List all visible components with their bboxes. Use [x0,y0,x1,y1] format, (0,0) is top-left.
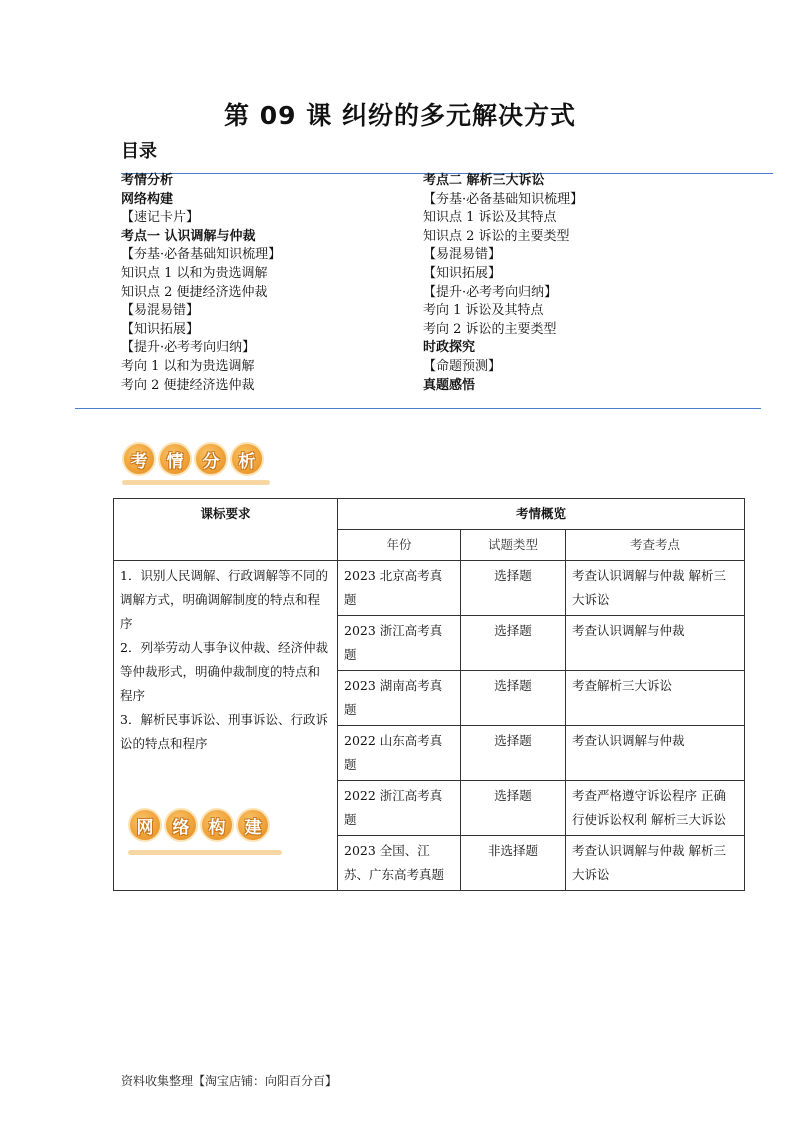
table-row [114,561,745,616]
type-cell: 非选择题 [461,836,566,891]
banner-character: 网 [128,808,162,842]
toc-item[interactable]: 考向 2 便捷经济选仲裁 [121,377,255,393]
toc-item[interactable]: 考点一 认识调解与仲裁 [121,228,256,244]
point-cell: 考查认识调解与仲裁 [566,726,745,781]
requirement-item: 2．列举劳动人事争议仲裁、经济仲裁等仲裁形式，明确仲裁制度的特点和程序 [120,640,328,703]
type-cell: 选择题 [461,781,566,836]
toc-item[interactable]: 考向 1 诉讼及其特点 [423,303,544,319]
toc-right-column [423,172,583,395]
toc-item[interactable]: 【速记卡片】 [121,210,200,226]
point-cell: 考查认识调解与仲裁 解析三大诉讼 [566,561,745,616]
banner-underline [128,850,282,855]
type-header: 试题类型 [461,530,566,561]
type-cell: 选择题 [461,726,566,781]
year-header: 年份 [338,530,461,561]
type-cell: 选择题 [461,561,566,616]
banner-character: 分 [194,442,228,476]
banner-character: 建 [236,808,270,842]
point-cell: 考查认识调解与仲裁 [566,616,745,671]
toc-item[interactable]: 知识点 1 以和为贵选调解 [121,265,268,281]
toc-item[interactable]: 考点二 解析三大诉讼 [423,173,545,188]
requirement-item: 3．解析民事诉讼、刑事诉讼、行政诉讼的特点和程序 [120,712,328,751]
toc-item[interactable]: 【知识拓展】 [423,265,502,281]
toc-item[interactable]: 真题感悟 [423,377,476,393]
banner-character: 析 [230,442,264,476]
toc-item[interactable]: 【夯基·必备基础知识梳理】 [121,247,282,263]
point-cell: 考查解析三大诉讼 [566,671,745,726]
year-cell: 2022 浙江高考真题 [338,781,461,836]
toc-item[interactable]: 【命题预测】 [423,358,502,374]
col-requirements-header: 课标要求 [114,499,338,561]
year-cell: 2023 浙江高考真题 [338,616,461,671]
year-cell: 2022 山东高考真题 [338,726,461,781]
toc-item[interactable]: 【易混易错】 [423,247,502,263]
type-cell: 选择题 [461,671,566,726]
page-title: 第 09 课 纠纷的多元解决方式 [224,101,576,130]
banner-character: 构 [200,808,234,842]
toc-item[interactable]: 【易混易错】 [121,303,200,319]
type-cell: 选择题 [461,616,566,671]
toc-item[interactable]: 考向 2 诉讼的主要类型 [423,321,557,337]
toc-item[interactable]: 【知识拓展】 [121,321,200,337]
year-cell: 2023 湖南高考真题 [338,671,461,726]
toc-item[interactable]: 知识点 1 诉讼及其特点 [423,210,557,226]
requirement-item: 1．识别人民调解、行政调解等不同的调解方式，明确调解制度的特点和程序 [120,568,328,631]
toc-item[interactable]: 知识点 2 便捷经济选仲裁 [121,284,268,300]
toc-item[interactable]: 【提升·必考考向归纳】 [121,340,256,356]
year-cell: 2023 北京高考真题 [338,561,461,616]
toc-left-column [121,172,281,395]
banner-character: 考 [122,442,156,476]
banner-character: 络 [164,808,198,842]
toc-item[interactable]: 考情分析 [121,173,174,188]
toc-item[interactable]: 【提升·必考考向归纳】 [423,284,558,300]
section-banner-network [128,808,270,842]
banner-underline [122,480,270,485]
footer-note: 资料收集整理【淘宝店铺：向阳百分百】 [121,1074,338,1088]
toc-item[interactable]: 时政探究 [423,340,476,356]
toc-item[interactable]: 【夯基·必备基础知识梳理】 [423,191,584,207]
year-cell: 2023 全国、江苏、广东高考真题 [338,836,461,891]
toc-item[interactable]: 考向 1 以和为贵选调解 [121,358,255,374]
col-overview-header: 考情概览 [338,499,745,530]
point-cell: 考查认识调解与仲裁 解析三大诉讼 [566,836,745,891]
toc-bottom-rule [75,408,761,409]
banner-character: 情 [158,442,192,476]
point-cell: 考查严格遵守诉讼程序 正确行使诉讼权利 解析三大诉讼 [566,781,745,836]
section-banner-analysis [122,442,264,476]
point-header: 考查考点 [566,530,745,561]
toc-heading: 目录 [121,141,157,162]
toc-item[interactable]: 知识点 2 诉讼的主要类型 [423,228,570,244]
toc-item[interactable]: 网络构建 [121,191,174,207]
